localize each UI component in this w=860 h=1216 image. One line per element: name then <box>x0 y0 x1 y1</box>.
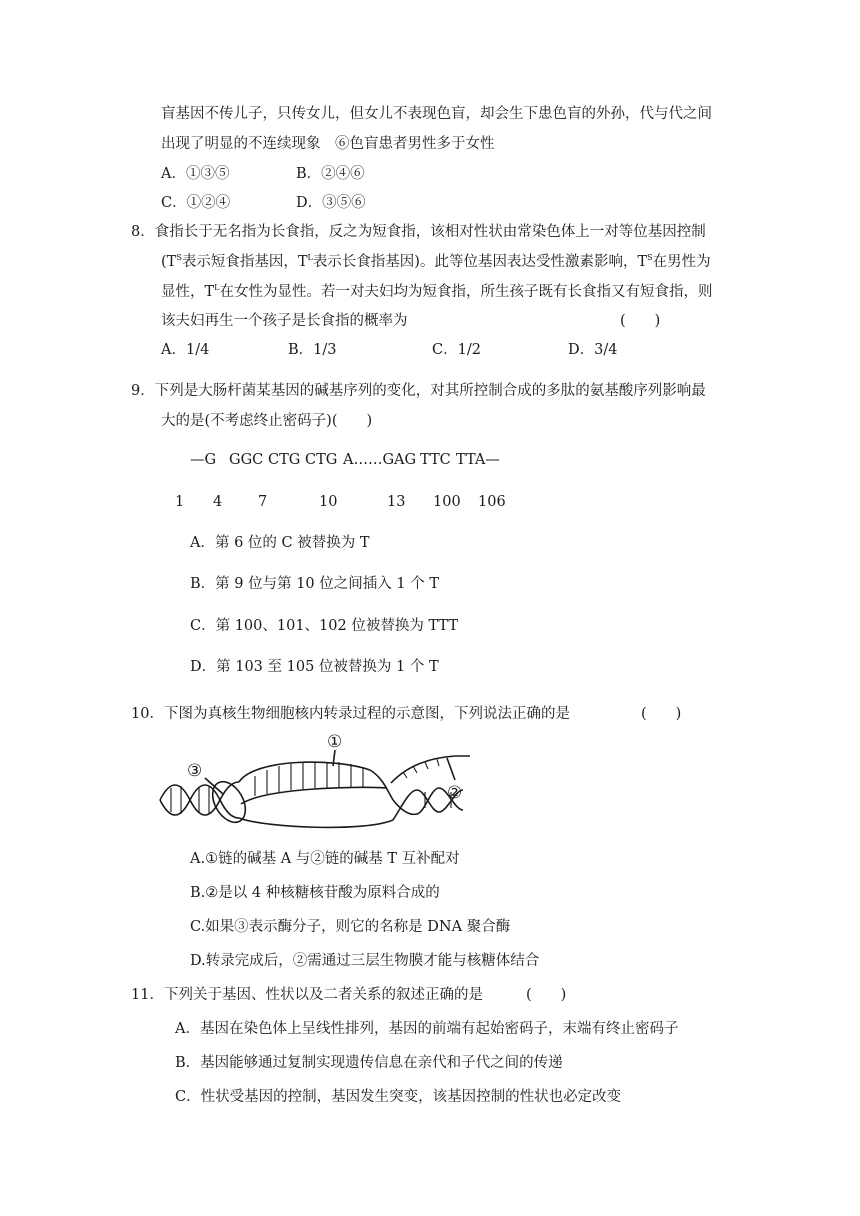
transcription-diagram <box>155 728 480 838</box>
q8-stem-line-3: 显性，$T^L$在女性为显性。若一对夫妇均为短食指，所生孩子既有长食指又有短食指，则 <box>161 283 713 300</box>
label-3: ③ <box>187 761 203 781</box>
position-number: 10 <box>319 494 338 510</box>
q7-text-line-1: 盲基因不传儿子，只传女儿，但女儿不表现色盲，却会生下患色盲的外孙，代与代之间 <box>161 106 712 122</box>
coding-strand <box>239 762 393 800</box>
position-number: 1 <box>175 494 185 510</box>
q7-option-b: B．②④⑥ <box>296 166 365 182</box>
q10-answer-bracket: ( ) <box>641 706 682 722</box>
q10-option-d: D.转录完成后，②需通过三层生物膜才能与核糖体结合 <box>190 953 540 969</box>
q9-option-c: C．第 100、101、102 位被替换为 TTT <box>190 618 459 634</box>
q9-option-a: A．第 6 位的 C 被替换为 T <box>190 535 370 551</box>
rna-strand-inside <box>241 787 387 804</box>
q10-stem: 10．下图为真核生物细胞核内转录过程的示意图，下列说法正确的是 <box>131 706 570 722</box>
q8-option-b: B．1/3 <box>288 342 337 358</box>
sequence-codon: GGC <box>229 452 264 468</box>
q11-option-c: C．性状受基因的控制，基因发生突变，该基因控制的性状也必定改变 <box>175 1089 622 1105</box>
q7-option-c: C．①②④ <box>161 195 231 211</box>
q11-option-b: B．基因能够通过复制实现遗传信息在亲代和子代之间的传递 <box>175 1055 563 1071</box>
position-number: 4 <box>213 494 223 510</box>
rna-strand-2 <box>391 756 470 783</box>
q9-option-d: D．第 103 至 105 位被替换为 1 个 T <box>190 659 439 675</box>
position-number: 106 <box>478 494 506 510</box>
q8-option-c: C．1/2 <box>432 342 481 358</box>
position-number: 13 <box>387 494 406 510</box>
sequence-codon: —G <box>190 452 217 468</box>
sequence-codon: A……GAG <box>343 452 417 468</box>
position-number: 100 <box>433 494 461 510</box>
q8-option-a: A．1/4 <box>161 342 210 358</box>
q8-stem-line-4: 该夫妇再生一个孩子是长食指的概率为 <box>161 313 408 329</box>
q9-stem-line-2: 大的是(不考虑终止密码子)( ) <box>161 413 373 429</box>
label-2-leader <box>447 758 455 780</box>
q11-option-a: A．基因在染色体上呈线性排列，基因的前端有起始密码子，末端有终止密码子 <box>175 1021 679 1037</box>
q7-text-line-2: 出现了明显的不连续现象 ⑥色盲患者男性多于女性 <box>161 136 495 152</box>
sequence-codon: CTG <box>305 452 338 468</box>
sequence-codon: TTC <box>420 452 451 468</box>
q9-stem-line-1: 9．下列是大肠杆菌某基因的碱基序列的变化，对其所控制合成的多肽的氨基酸序列影响最 <box>131 383 706 399</box>
q9-option-b: B．第 9 位与第 10 位之间插入 1 个 T <box>190 576 439 592</box>
sequence-codon: TTA— <box>456 452 500 468</box>
template-strand <box>239 818 393 827</box>
q8-stem-line-2: ($T^S$表示短食指基因，$T^L$表示长食指基因)。此等位基因表达受性激素影响，$T^S$在男性为 <box>161 253 711 270</box>
label-2: ② <box>447 783 463 803</box>
q10-option-a: A.①链的碱基 A 与②链的碱基 T 互补配对 <box>190 851 460 867</box>
q8-stem-line-1: 8．食指长于无名指为长食指，反之为短食指，该相对性状由常染色体上一对等位基因控制 <box>131 224 706 240</box>
q8-answer-bracket: ( ) <box>620 313 661 329</box>
q11-answer-bracket: ( ) <box>526 987 567 1003</box>
sequence-codon: CTG <box>268 452 301 468</box>
q7-option-d: D．③⑤⑥ <box>296 195 366 211</box>
position-number: 7 <box>258 494 268 510</box>
label-1: ① <box>327 732 343 752</box>
q10-option-c: C.如果③表示酶分子，则它的名称是 DNA 聚合酶 <box>190 919 511 935</box>
q8-option-d: D．3/4 <box>568 342 618 358</box>
q10-option-b: B.②是以 4 种核糖核苷酸为原料合成的 <box>190 885 440 901</box>
base-pair-rungs <box>171 759 451 814</box>
q11-stem: 11．下列关于基因、性状以及二者关系的叙述正确的是 <box>131 987 483 1003</box>
q7-option-a: A．①③⑤ <box>161 166 230 182</box>
